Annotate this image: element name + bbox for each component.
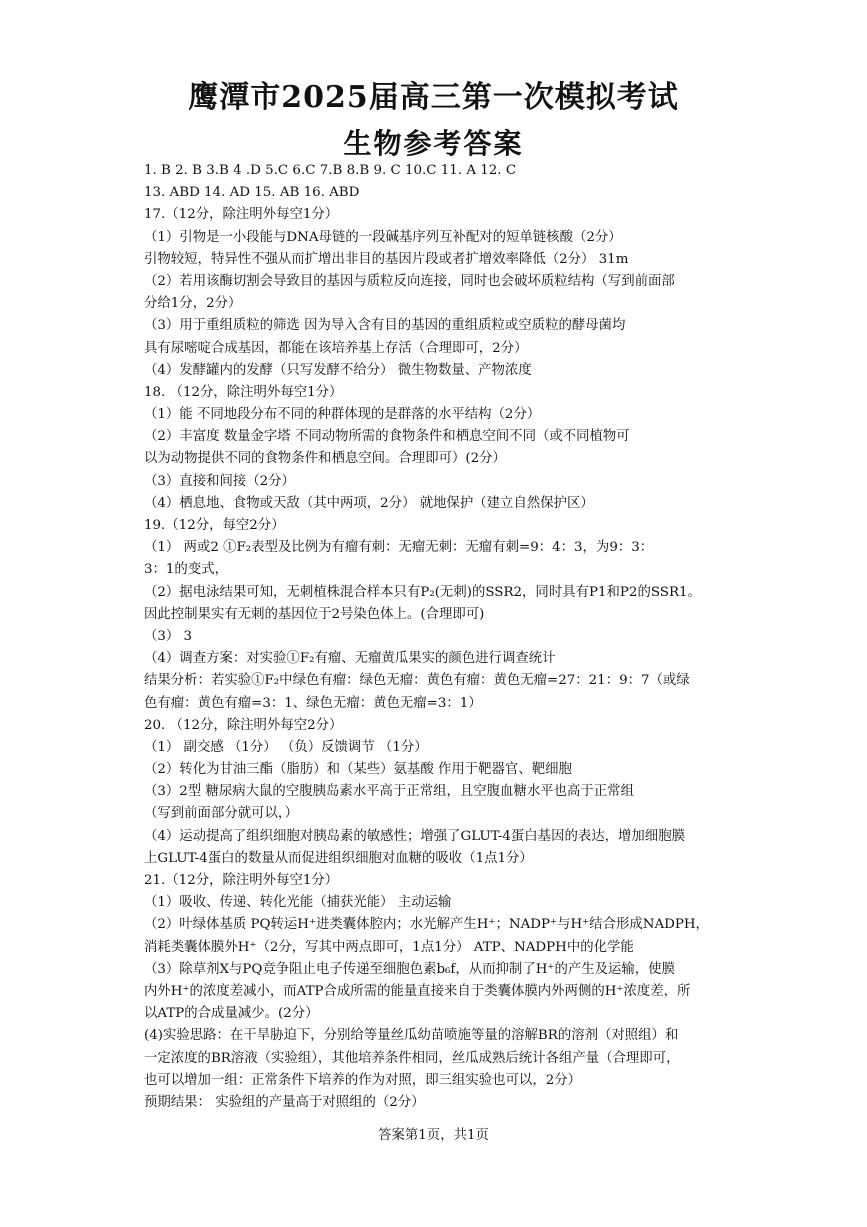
answer-line: 18. （12分，除注明外每空1分） [144,384,343,400]
answer-line: （1）引物是一小段能与DNA母链的一段碱基序列互补配对的短单链核酸（2分） [144,229,622,245]
answer-line: 上GLUT-4蛋白的数量从而促进组织细胞对血糖的吸收（1点1分） [144,850,533,866]
answer-line: 内外H⁺的浓度差减小，而ATP合成所需的能量直接来自于类囊体膜内外两侧的H⁺浓度差，所 [144,983,691,999]
answer-line: (4)实验思路：在干旱胁迫下，分别给等量丝瓜幼苗喷施等量的溶解BR的溶剂（对照组）和 [144,1028,679,1044]
answer-line: （2）丰富度 数量金字塔 不同动物所需的食物条件和栖息空间不同（或不同植物可 [144,429,630,445]
answer-line: 1. B 2. B 3.B 4 .D 5.C 6.C 7.B 8.B 9. C 10.C 11. A 12. C [144,163,517,178]
answer-line: 分给1分，2分） [144,296,242,312]
answer-line: 因此控制果实有无刺的基因位于2号染色体上。(合理即可) [144,606,485,622]
exam-title: 鹰潭市2025届高三第一次模拟考试 [188,80,679,115]
answer-line: 20. （12分，除注明外每空2分） [144,717,343,733]
answer-line: （2）据电泳结果可知，无刺植株混合样本只有P₂(无刺)的SSR2，同时具有P1和P2的SSR1。 [144,584,701,600]
answer-subtitle: 生物参考答案 [343,127,524,160]
page-footer: 答案第1页，共1页 [378,1128,489,1143]
answer-line: （2）若用该酶切割会导致目的基因与质粒反向连接，同时也会破坏质粒结构（写到前面部 [144,273,675,289]
answer-line: （3）用于重组质粒的筛选 因为导入含有目的基因的重组质粒或空质粒的酵母菌均 [144,318,626,334]
answer-line: 引物较短，特异性不强从而扩增出非目的基因片段或者扩增效率降低（2分） 31m [144,251,629,267]
answer-line: 17.（12分，除注明外每空1分） [144,207,339,223]
answer-line: （3）2型 糖尿病大鼠的空腹胰岛素水平高于正常组，且空腹血糖水平也高于正常组 [144,784,634,800]
answer-line: （3）直接和间接（2分） [144,473,295,489]
answer-line: 13. ABD 14. AD 15. AB 16. ABD [144,185,360,201]
answer-line: 色有瘤：黄色有瘤=3：1、绿色无瘤：黄色无瘤=3：1） [144,695,482,711]
answer-line: （4）栖息地、食物或天敌（其中两项，2分） 就地保护（建立自然保护区） [144,495,594,511]
answer-line: 也可以增加一组：正常条件下培养的作为对照，即三组实验也可以，2分） [144,1072,582,1088]
answer-line: （写到前面部分就可以，） [144,806,298,822]
answer-line: 19.（12分，每空2分） [144,518,285,533]
answer-line: （4）运动提高了组织细胞对胰岛素的敏感性；增强了GLUT-4蛋白基因的表达，增加细胞膜 [144,828,685,844]
answer-line: 以ATP的合成量减少。(2分） [144,1006,319,1022]
answer-line: 具有尿嘧啶合成基因，都能在该培养基上存活（合理即可，2分） [144,340,528,356]
answer-line: （2）叶绿体基质 PQ转运H⁺进类囊体腔内；水光解产生H⁺；NADP⁺与H⁺结合形成NADPH， [144,917,709,933]
answer-line: （4）调查方案：对实验①F₂有瘤、无瘤黄瓜果实的颜色进行调查统计 [144,651,556,667]
answer-line: 结果分析：若实验①F₂中绿色有瘤：绿色无瘤：黄色有瘤：黄色无瘤=27：21：9：7（或绿 [144,673,690,689]
answer-body [144,160,734,1114]
answer-line: （1） 两或2 ①F₂表型及比例为有瘤有刺：无瘤无刺：无瘤有刺=9：4：3，为9：3： [144,540,654,556]
answer-line: （1）能 不同地段分布不同的种群体现的是群落的水平结构（2分） [144,407,541,423]
answer-line: （1） 副交感 （1分） （负）反馈调节 （1分） [144,739,428,755]
answer-line: 消耗类囊体膜外H⁺（2分，写其中两点即可，1点1分） ATP、NADPH中的化学能 [144,939,634,955]
answer-line: 一定浓度的BR溶液（实验组），其他培养条件相同，丝瓜成熟后统计各组产量（合理即可， [144,1050,680,1066]
answer-line: （4）发酵罐内的发酵（只写发酵不给分） 微生物数量、产物浓度 [144,362,532,378]
answer-line: 21.（12分，除注明外每空1分） [144,873,339,888]
answer-line: 3：1的变式， [144,562,228,578]
answer-line: 以为动物提供不同的食物条件和栖息空间。合理即可）(2分） [144,451,506,467]
answer-line: （2）转化为甘油三酯（脂肪）和（某些）氨基酸 作用于靶器官、靶细胞 [144,762,572,778]
answer-line: （1）吸收、传递、转化光能（捕获光能） 主动运输 [144,895,452,911]
answer-line: （3）除草剂X与PQ竞争阻止电子传递至细胞色素b₆f，从而抑制了H⁺的产生及运输，使膜 [144,961,675,977]
answer-line: 预期结果： 实验组的产量高于对照组的（2分） [144,1094,425,1110]
answer-line: （3） 3 [144,628,193,644]
